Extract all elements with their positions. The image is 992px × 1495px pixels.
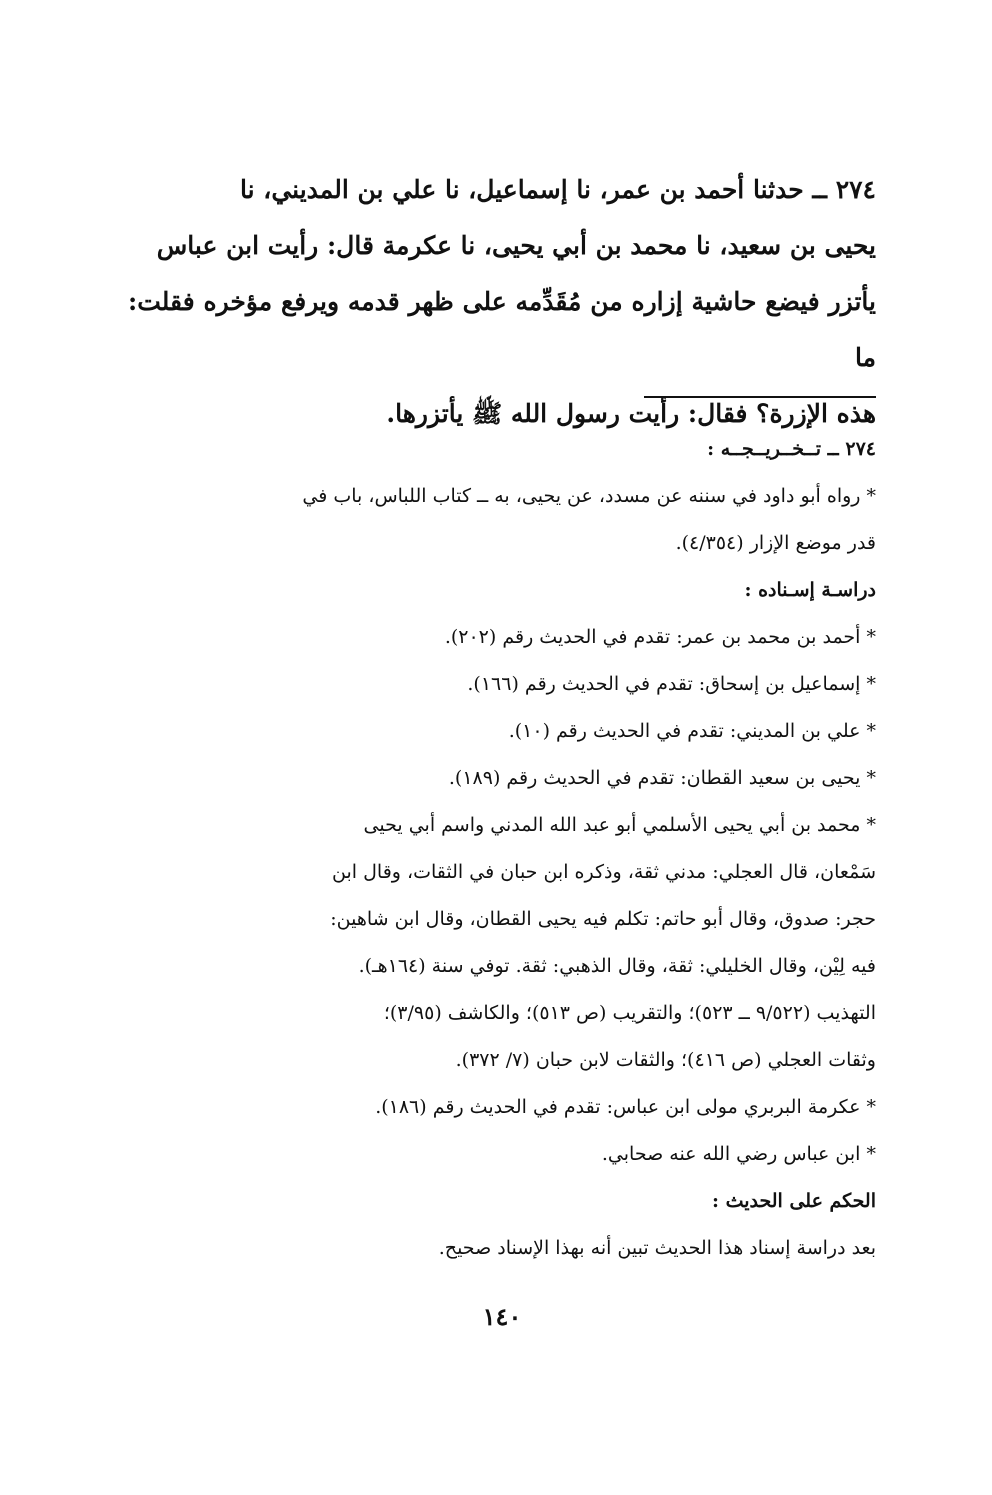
- muhammad-line-1: * محمد بن أبي يحيى الأسلمي أبو عبد الله المدني واسم أبي يحيى: [363, 814, 876, 836]
- hadith-line-3: يأتزر فيضع حاشية إزاره من مُقَدِّمه على ظهر قدمه ويرفع مؤخره فقلت: ما: [128, 287, 876, 372]
- ruling-text: بعد دراسة إسناد هذا الحديث تبين أنه بهذا الإسناد صحيح.: [438, 1237, 876, 1259]
- narrator-entry: * ابن عباس رضي الله عنه صحابي.: [601, 1143, 876, 1165]
- narrator-entry: * عكرمة البربري مولى ابن عباس: تقدم في الحديث رقم (١٨٦).: [375, 1096, 876, 1118]
- takhrij-heading: ٢٧٤ ــ تــخــريــجــه :: [707, 438, 876, 460]
- hadith-line-1: ٢٧٤ ــ حدثنا أحمد بن عمر، نا إسماعيل، نا علي بن المديني، نا: [240, 175, 876, 204]
- muhammad-line-4: فيه لِيْن، وقال الخليلي: ثقة، وقال الذهبي: ثقة. توفي سنة (١٦٤هـ).: [358, 955, 876, 977]
- isnad-heading: دراسـة إسـناده :: [744, 579, 876, 601]
- narrator-entry: * يحيى بن سعيد القطان: تقدم في الحديث رقم (١٨٩).: [448, 767, 876, 789]
- footnotes: [128, 426, 876, 1272]
- ruling-heading: الحكم على الحديث :: [711, 1190, 876, 1212]
- footnote-separator: [644, 396, 876, 398]
- muhammad-line-2: سَمْعان، قال العجلي: مدني ثقة، وذكره ابن حبان في الثقات، وقال ابن: [332, 861, 876, 883]
- narrator-entry: * علي بن المديني: تقدم في الحديث رقم (١٠).: [508, 720, 876, 742]
- page-number: ١٤٠: [482, 1302, 522, 1331]
- hadith-line-4: هذه الإزرة؟ فقال: رأيت رسول الله ﷺ يأتزرها.: [386, 399, 876, 428]
- hadith-text: [128, 162, 876, 442]
- muhammad-line-3: حجر: صدوق، وقال أبو حاتم: تكلم فيه يحيى القطان، وقال ابن شاهين:: [330, 908, 876, 930]
- narrator-entry: * إسماعيل بن إسحاق: تقدم في الحديث رقم (١٦٦).: [467, 673, 876, 695]
- muhammad-line-6: وثقات العجلي (ص ٤١٦)؛ والثقات لابن حبان (٧/ ٣٧٢).: [455, 1049, 876, 1071]
- takhrij-line-2: قدر موضع الإزار (٤/٣٥٤).: [675, 532, 876, 554]
- book-page: [128, 0, 876, 1495]
- hadith-line-2: يحيى بن سعيد، نا محمد بن أبي يحيى، نا عكرمة قال: رأيت ابن عباس: [156, 231, 876, 260]
- narrator-entry: * أحمد بن محمد بن عمر: تقدم في الحديث رقم (٢٠٢).: [444, 626, 876, 648]
- muhammad-line-5: التهذيب (٩/٥٢٢ ــ ٥٢٣)؛ والتقريب (ص ٥١٣)؛ والكاشف (٣/٩٥)؛: [383, 1002, 876, 1024]
- takhrij-line-1: * رواه أبو داود في سننه عن مسدد، عن يحيى، به ــ كتاب اللباس، باب في: [302, 485, 876, 507]
